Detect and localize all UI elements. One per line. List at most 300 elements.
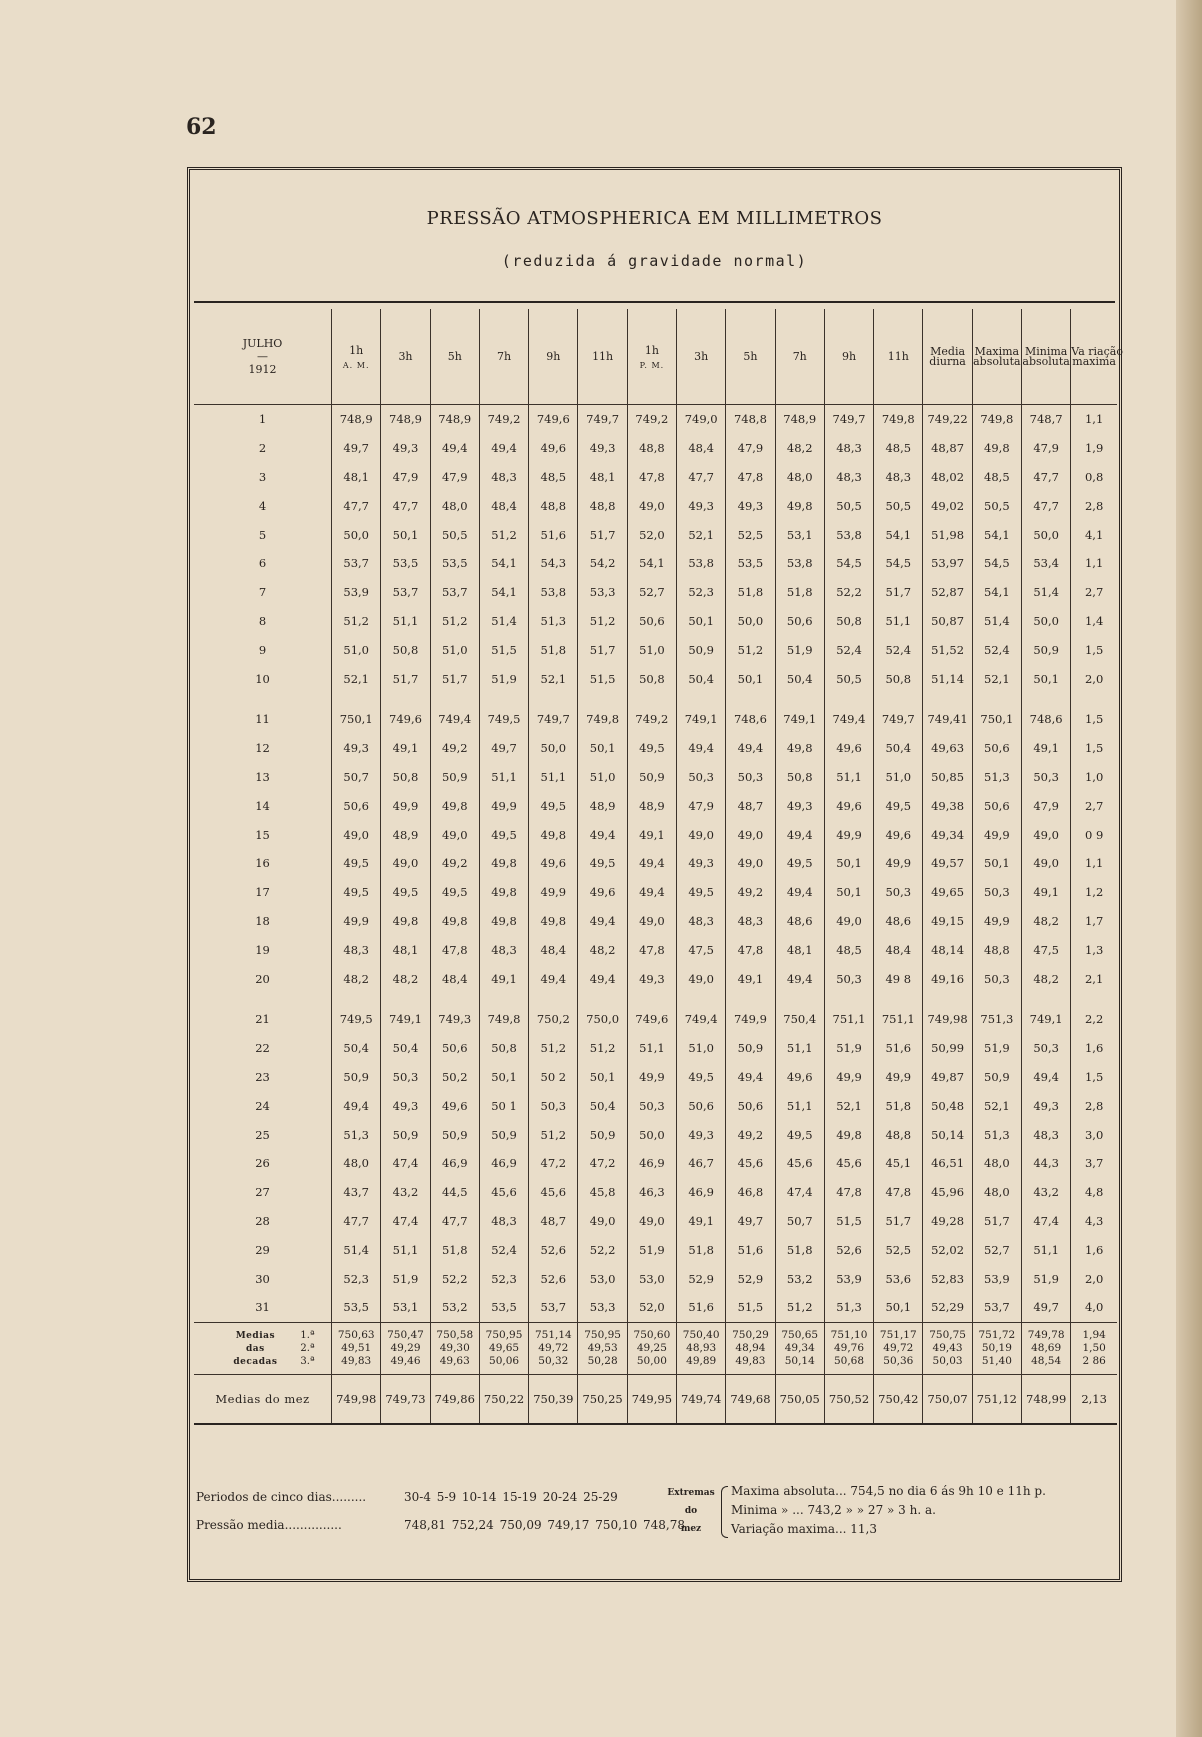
- value-cell: 51,1: [381, 1235, 430, 1264]
- value-cell: 49,2: [726, 1120, 775, 1149]
- table-row: [194, 664, 1117, 693]
- value-cell: 50,9: [332, 1063, 381, 1092]
- value-cell: 1,0: [1071, 763, 1117, 792]
- decade-value-cell: 49,83: [726, 1355, 775, 1375]
- value-cell: 49,5: [578, 849, 627, 878]
- value-cell: 49,1: [381, 734, 430, 763]
- value-cell: 48,3: [824, 463, 873, 492]
- table-row: [194, 1235, 1117, 1264]
- value-cell: 49,5: [479, 820, 528, 849]
- value-cell: 50,1: [972, 849, 1021, 878]
- table-row: [194, 791, 1117, 820]
- value-cell: 49,57: [923, 849, 972, 878]
- value-cell: 49,5: [332, 849, 381, 878]
- value-cell: 749,98: [923, 1005, 972, 1034]
- value-cell: 47,7: [381, 491, 430, 520]
- value-cell: 49,3: [381, 1091, 430, 1120]
- table-row: [194, 1005, 1117, 1034]
- value-cell: 49,3: [775, 791, 824, 820]
- decade-value-cell: 50,36: [874, 1355, 923, 1375]
- value-cell: 49,9: [874, 1063, 923, 1092]
- value-cell: 48,0: [430, 491, 479, 520]
- value-cell: 48,1: [578, 463, 627, 492]
- value-cell: 748,9: [430, 405, 479, 434]
- value-cell: 49,0: [677, 964, 726, 993]
- day-cell: 12: [255, 741, 270, 756]
- value-cell: 50,2: [430, 1063, 479, 1092]
- value-cell: 53,9: [332, 578, 381, 607]
- table-row: [194, 578, 1117, 607]
- decade-value-cell: 48,94: [726, 1342, 775, 1355]
- value-cell: 49,8: [430, 791, 479, 820]
- value-cell: 45,1: [874, 1149, 923, 1178]
- value-cell: 49,8: [479, 849, 528, 878]
- value-cell: 51,7: [381, 664, 430, 693]
- value-cell: 47,5: [677, 935, 726, 964]
- value-cell: 50,99: [923, 1034, 972, 1063]
- value-cell: 50,1: [479, 1063, 528, 1092]
- decade-value-cell: 750,95: [578, 1322, 627, 1342]
- value-cell: 53,3: [578, 1293, 627, 1322]
- decade-value-cell: 49,46: [381, 1355, 430, 1375]
- value-cell: 52,1: [972, 664, 1021, 693]
- value-cell: 48,5: [972, 463, 1021, 492]
- value-cell: 48,5: [529, 463, 578, 492]
- value-cell: 51,9: [479, 664, 528, 693]
- decade-value-cell: 50,32: [529, 1355, 578, 1375]
- value-cell: 48,3: [824, 434, 873, 463]
- value-cell: 49,8: [430, 907, 479, 936]
- month-mean-cell: 749,86: [430, 1374, 479, 1424]
- value-cell: 51,98: [923, 520, 972, 549]
- decade-rows: [194, 1322, 1117, 1374]
- value-cell: 51,7: [874, 1207, 923, 1236]
- value-cell: 51,2: [578, 1034, 627, 1063]
- value-cell: 49,9: [627, 1063, 676, 1092]
- periodos-values: 30-4 5-9 10-14 15-19 20-24 25-29: [404, 1490, 618, 1504]
- pressure-table: [194, 309, 1123, 1425]
- value-cell: 49,9: [972, 907, 1021, 936]
- value-cell: 49,0: [332, 820, 381, 849]
- header-year: 1912: [248, 363, 277, 376]
- decade-row: [194, 1355, 1117, 1375]
- value-cell: 44,5: [430, 1178, 479, 1207]
- value-cell: 2,7: [1071, 578, 1117, 607]
- table-subtitle: (reduzida á gravidade normal): [501, 252, 808, 270]
- value-cell: 49,15: [923, 907, 972, 936]
- value-cell: 49,9: [381, 791, 430, 820]
- table-row: [194, 607, 1117, 636]
- value-cell: 47,4: [381, 1207, 430, 1236]
- decade-value-cell: 1,50: [1071, 1342, 1117, 1355]
- value-cell: 53,6: [874, 1264, 923, 1293]
- value-cell: 50,0: [332, 520, 381, 549]
- header-month-year: [194, 309, 332, 405]
- header-hour: 3h: [381, 309, 430, 405]
- value-cell: 48,8: [874, 1120, 923, 1149]
- value-cell: 48,8: [627, 434, 676, 463]
- value-cell: 2,2: [1071, 1005, 1117, 1034]
- decade-number: 3.ª: [300, 1355, 315, 1367]
- value-cell: 50,8: [381, 763, 430, 792]
- gap-cell: [874, 993, 923, 1005]
- value-cell: 53,5: [381, 549, 430, 578]
- month-mean-cell: 750,22: [479, 1374, 528, 1424]
- value-cell: 53,5: [726, 549, 775, 578]
- value-cell: 49,1: [677, 1207, 726, 1236]
- day-cell: 13: [255, 769, 270, 784]
- value-cell: 49,0: [726, 820, 775, 849]
- value-cell: 50,85: [923, 763, 972, 792]
- decade-value-cell: 50,19: [972, 1342, 1021, 1355]
- month-mean-cell: 750,52: [824, 1374, 873, 1424]
- value-cell: 54,1: [479, 549, 528, 578]
- gap-cell: [578, 693, 627, 705]
- decade-value-cell: 50,68: [824, 1355, 873, 1375]
- value-cell: 50,1: [824, 849, 873, 878]
- value-cell: 49,8: [529, 907, 578, 936]
- value-cell: 51,1: [775, 1034, 824, 1063]
- table-row: [194, 1178, 1117, 1207]
- value-cell: 749,6: [529, 405, 578, 434]
- value-cell: 749,0: [677, 405, 726, 434]
- decade-label: decadas: [233, 1356, 278, 1367]
- decade-value-cell: 750,29: [726, 1322, 775, 1342]
- value-cell: 51,2: [726, 635, 775, 664]
- header-hour: 5h: [430, 309, 479, 405]
- value-cell: 54,1: [874, 520, 923, 549]
- value-cell: 49,7: [479, 734, 528, 763]
- gap-cell: [1071, 993, 1117, 1005]
- value-cell: 48,14: [923, 935, 972, 964]
- value-cell: 1,9: [1071, 434, 1117, 463]
- value-cell: 48,7: [726, 791, 775, 820]
- value-cell: 49,5: [381, 878, 430, 907]
- header-hour: 5h: [726, 309, 775, 405]
- value-cell: 49,8: [775, 491, 824, 520]
- value-cell: 49,8: [381, 907, 430, 936]
- value-cell: 749,7: [824, 405, 873, 434]
- value-cell: 2,8: [1071, 1091, 1117, 1120]
- value-cell: 50,87: [923, 607, 972, 636]
- value-cell: 49,0: [1022, 820, 1071, 849]
- value-cell: 49,1: [726, 964, 775, 993]
- value-cell: 749,5: [479, 705, 528, 734]
- value-cell: 46,9: [479, 1149, 528, 1178]
- value-cell: 50,8: [874, 664, 923, 693]
- value-cell: 49,2: [430, 849, 479, 878]
- value-cell: 52,4: [972, 635, 1021, 664]
- value-cell: 53,1: [775, 520, 824, 549]
- value-cell: 750,2: [529, 1005, 578, 1034]
- value-cell: 50,8: [627, 664, 676, 693]
- value-cell: 47,8: [726, 935, 775, 964]
- value-cell: 52,2: [430, 1264, 479, 1293]
- value-cell: 48,1: [332, 463, 381, 492]
- value-cell: 52,1: [972, 1091, 1021, 1120]
- day-cell: 25: [255, 1127, 270, 1142]
- decade-value-cell: 50,14: [775, 1355, 824, 1375]
- value-cell: 48,2: [578, 935, 627, 964]
- value-cell: 51,6: [726, 1235, 775, 1264]
- value-cell: 49,5: [874, 791, 923, 820]
- month-mean-cell: 2,13: [1071, 1374, 1117, 1424]
- header-am: A. M.: [342, 360, 370, 370]
- decade-value-cell: 48,54: [1022, 1355, 1071, 1375]
- value-cell: 49,0: [578, 1207, 627, 1236]
- value-cell: 47,8: [430, 935, 479, 964]
- value-cell: 50,14: [923, 1120, 972, 1149]
- value-cell: 50,5: [824, 664, 873, 693]
- value-cell: 49,6: [529, 849, 578, 878]
- value-cell: 49,6: [824, 734, 873, 763]
- value-cell: 50,7: [332, 763, 381, 792]
- month-mean-cell: 749,74: [677, 1374, 726, 1424]
- decade-value-cell: 49,29: [381, 1342, 430, 1355]
- page-edge: [1176, 0, 1202, 1737]
- day-cell: 21: [255, 1012, 270, 1027]
- value-cell: 50,4: [578, 1091, 627, 1120]
- value-cell: 51,9: [627, 1235, 676, 1264]
- value-cell: 50,8: [775, 763, 824, 792]
- table-row: [194, 1149, 1117, 1178]
- value-cell: 53,2: [775, 1264, 824, 1293]
- value-cell: 43,2: [1022, 1178, 1071, 1207]
- decade-value-cell: 750,58: [430, 1322, 479, 1342]
- value-cell: 49,0: [430, 820, 479, 849]
- day-cell: 29: [255, 1242, 270, 1257]
- value-cell: 750,1: [332, 705, 381, 734]
- value-cell: 51,7: [874, 578, 923, 607]
- table-row: [194, 935, 1117, 964]
- value-cell: 51,8: [430, 1235, 479, 1264]
- decade-label: das: [246, 1343, 265, 1354]
- value-cell: 52,29: [923, 1293, 972, 1322]
- value-cell: 49,4: [775, 964, 824, 993]
- value-cell: 49,9: [529, 878, 578, 907]
- value-cell: 49,9: [824, 1063, 873, 1092]
- value-cell: 48,0: [775, 463, 824, 492]
- value-cell: 50,9: [381, 1120, 430, 1149]
- month-mean-cell: 749,68: [726, 1374, 775, 1424]
- value-cell: 48,02: [923, 463, 972, 492]
- value-cell: 48,3: [479, 935, 528, 964]
- value-cell: 51,9: [824, 1034, 873, 1063]
- value-cell: 50,4: [381, 1034, 430, 1063]
- month-mean-cell: 750,25: [578, 1374, 627, 1424]
- day-cell: 14: [255, 798, 270, 813]
- day-cell: 26: [255, 1156, 270, 1171]
- value-cell: 4,1: [1071, 520, 1117, 549]
- value-cell: 49,0: [627, 907, 676, 936]
- value-cell: 52,5: [874, 1235, 923, 1264]
- day-cell: 20: [255, 971, 270, 986]
- value-cell: 48,9: [381, 820, 430, 849]
- value-cell: 51,3: [972, 1120, 1021, 1149]
- value-cell: 52,1: [824, 1091, 873, 1120]
- value-cell: 53,3: [578, 578, 627, 607]
- value-cell: 50,4: [677, 664, 726, 693]
- day-cell: 5: [258, 527, 267, 542]
- value-cell: 1,1: [1071, 849, 1117, 878]
- table-row: [194, 405, 1117, 434]
- value-cell: 47,4: [381, 1149, 430, 1178]
- value-cell: 51,1: [479, 763, 528, 792]
- header-maxima-absoluta: Maxima absoluta: [972, 309, 1021, 405]
- value-cell: 50,0: [726, 607, 775, 636]
- decade-gap: [194, 693, 1117, 705]
- header-media-diurna: Media diurna: [923, 309, 972, 405]
- value-cell: 52,87: [923, 578, 972, 607]
- value-cell: 749,2: [479, 405, 528, 434]
- value-cell: 50,3: [972, 878, 1021, 907]
- value-cell: 51,4: [972, 607, 1021, 636]
- value-cell: 51,8: [529, 635, 578, 664]
- value-cell: 1,5: [1071, 635, 1117, 664]
- value-cell: 53,9: [972, 1264, 1021, 1293]
- value-cell: 52,7: [627, 578, 676, 607]
- value-cell: 50,4: [332, 1034, 381, 1063]
- value-cell: 49,6: [578, 878, 627, 907]
- month-mean-cell: 750,42: [874, 1374, 923, 1424]
- decade-value-cell: 750,63: [332, 1322, 381, 1342]
- value-cell: 54,1: [627, 549, 676, 578]
- value-cell: 52,6: [529, 1235, 578, 1264]
- value-cell: 748,9: [332, 405, 381, 434]
- decade-value-cell: 49,72: [529, 1342, 578, 1355]
- value-cell: 49,3: [578, 434, 627, 463]
- value-cell: 50,6: [332, 791, 381, 820]
- day-cell: 11: [255, 712, 270, 727]
- gap-cell: [332, 693, 381, 705]
- decade-label: Medias: [235, 1330, 276, 1341]
- month-mean-cell: 750,05: [775, 1374, 824, 1424]
- value-cell: 1,1: [1071, 405, 1117, 434]
- value-cell: 50,8: [381, 635, 430, 664]
- value-cell: 52,5: [726, 520, 775, 549]
- table-row: [194, 964, 1117, 993]
- gap-cell: [1071, 693, 1117, 705]
- gap-cell: [677, 993, 726, 1005]
- value-cell: 49,9: [824, 820, 873, 849]
- header-hour: 11h: [874, 309, 923, 405]
- value-cell: 749,8: [479, 1005, 528, 1034]
- value-cell: 50,9: [430, 1120, 479, 1149]
- value-cell: 749,2: [627, 705, 676, 734]
- value-cell: 49,02: [923, 491, 972, 520]
- value-cell: 51,0: [332, 635, 381, 664]
- value-cell: 49,4: [578, 820, 627, 849]
- gap-cell: [923, 693, 972, 705]
- table-row: [194, 520, 1117, 549]
- table-row: [194, 705, 1117, 734]
- value-cell: 52,0: [627, 520, 676, 549]
- value-cell: 49 8: [874, 964, 923, 993]
- day-cell: 19: [255, 942, 270, 957]
- decade-value-cell: 50,00: [627, 1355, 676, 1375]
- value-cell: 48,2: [381, 964, 430, 993]
- value-cell: 50,3: [1022, 1034, 1071, 1063]
- gap-cell: [1022, 693, 1071, 705]
- value-cell: 749,6: [627, 1005, 676, 1034]
- table-row: [194, 1034, 1117, 1063]
- value-cell: 51,6: [677, 1293, 726, 1322]
- value-cell: 51,2: [332, 607, 381, 636]
- day-cell: 28: [255, 1213, 270, 1228]
- value-cell: 47,2: [578, 1149, 627, 1178]
- value-cell: 2,1: [1071, 964, 1117, 993]
- header-hour: 11h: [578, 309, 627, 405]
- footer: [194, 1484, 1115, 1564]
- value-cell: 53,97: [923, 549, 972, 578]
- decade-value-cell: 751,72: [972, 1322, 1021, 1342]
- value-cell: 49,4: [677, 734, 726, 763]
- gap-cell: [824, 693, 873, 705]
- value-cell: 52,9: [726, 1264, 775, 1293]
- value-cell: 50,7: [775, 1207, 824, 1236]
- value-cell: 748,6: [726, 705, 775, 734]
- value-cell: 51,3: [824, 1293, 873, 1322]
- decade-value-cell: 750,60: [627, 1322, 676, 1342]
- value-cell: 51,7: [578, 520, 627, 549]
- decade-value-cell: 48,69: [1022, 1342, 1071, 1355]
- value-cell: 52,7: [972, 1235, 1021, 1264]
- value-cell: 46,8: [726, 1178, 775, 1207]
- value-cell: 51,1: [1022, 1235, 1071, 1264]
- value-cell: 44,3: [1022, 1149, 1071, 1178]
- value-cell: 49,4: [529, 964, 578, 993]
- value-cell: 43,7: [332, 1178, 381, 1207]
- value-cell: 48,2: [775, 434, 824, 463]
- value-cell: 52,6: [529, 1264, 578, 1293]
- value-cell: 749,3: [430, 1005, 479, 1034]
- header-hour: 1h A. M.: [332, 309, 381, 405]
- table-row: [194, 635, 1117, 664]
- value-cell: 51,2: [529, 1120, 578, 1149]
- gap-cell: [479, 693, 528, 705]
- gap-cell: [430, 993, 479, 1005]
- value-cell: 52,4: [479, 1235, 528, 1264]
- value-cell: 2,0: [1071, 1264, 1117, 1293]
- value-cell: 48,3: [332, 935, 381, 964]
- value-cell: 49,8: [775, 734, 824, 763]
- table-row: [194, 878, 1117, 907]
- value-cell: 749,7: [874, 705, 923, 734]
- value-cell: 49,4: [430, 434, 479, 463]
- table-row: [194, 1293, 1117, 1322]
- gap-cell: [627, 993, 676, 1005]
- value-cell: 49,0: [627, 1207, 676, 1236]
- value-cell: 2,7: [1071, 791, 1117, 820]
- value-cell: 749,1: [381, 1005, 430, 1034]
- value-cell: 53,7: [529, 1293, 578, 1322]
- value-cell: 51,1: [874, 607, 923, 636]
- value-cell: 750,1: [972, 705, 1021, 734]
- value-cell: 54,5: [972, 549, 1021, 578]
- value-cell: 751,1: [874, 1005, 923, 1034]
- day-cell: 3: [258, 469, 267, 484]
- value-cell: 51,14: [923, 664, 972, 693]
- value-cell: 52,0: [627, 1293, 676, 1322]
- decade-value-cell: 750,75: [923, 1322, 972, 1342]
- value-cell: 49,6: [430, 1091, 479, 1120]
- gap-cell: [332, 993, 381, 1005]
- value-cell: 49,4: [332, 1091, 381, 1120]
- value-cell: 50,9: [1022, 635, 1071, 664]
- value-cell: 49,3: [332, 734, 381, 763]
- gap-cell: [479, 993, 528, 1005]
- value-cell: 50,3: [726, 763, 775, 792]
